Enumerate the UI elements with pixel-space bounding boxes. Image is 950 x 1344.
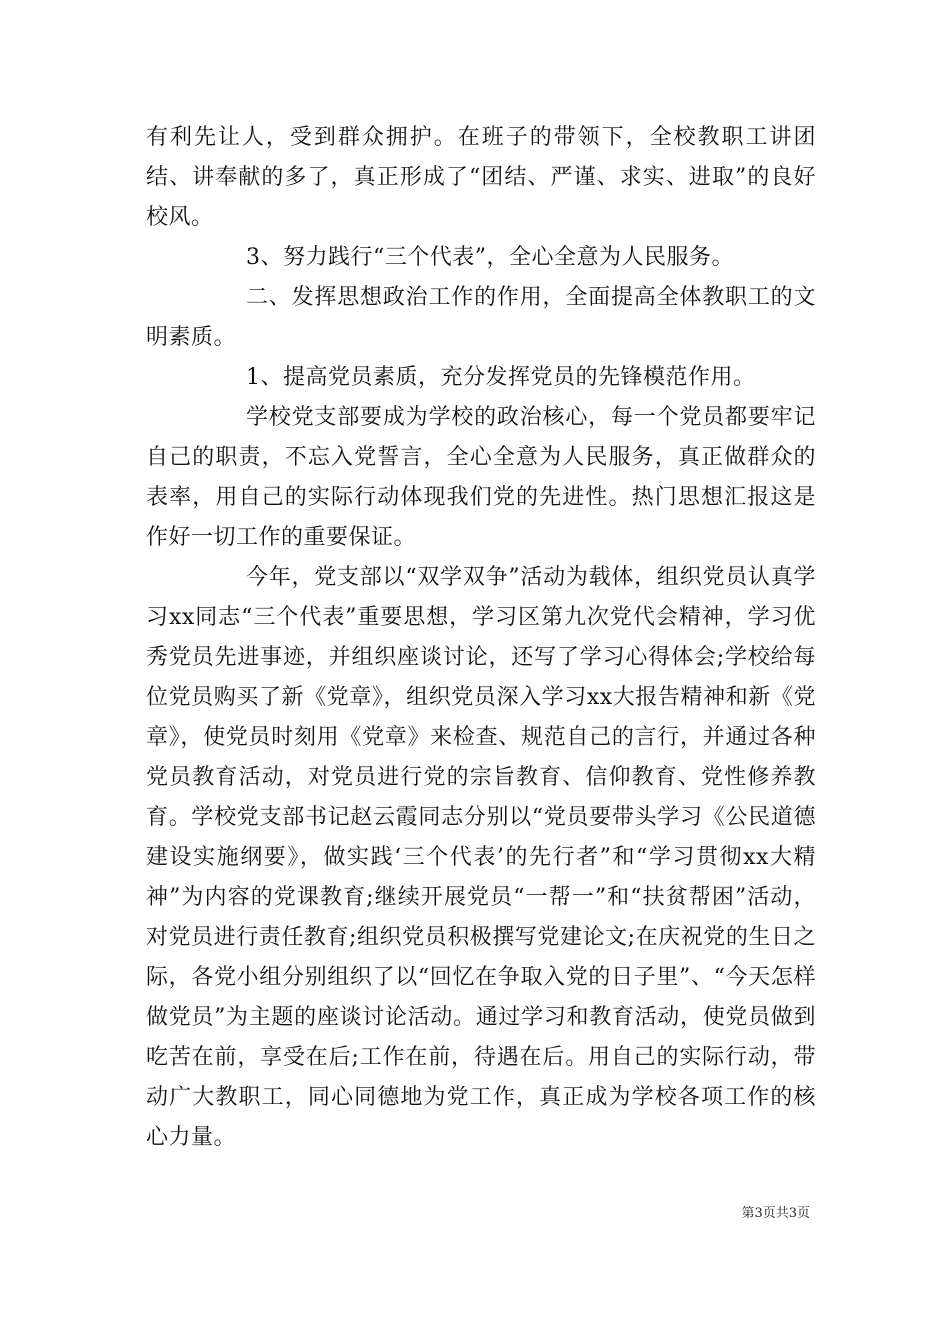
paragraph-section-2-heading: 二、发挥思想政治工作的作用，全面提高全体教职工的文明素质。 <box>146 285 816 350</box>
paragraph-heading-3: 3、努力践行“三个代表”，全心全意为人民服务。 <box>246 245 734 270</box>
document-body <box>146 118 816 1158</box>
paragraph-body-party-branch: 学校党支部要成为学校的政治核心，每一个党员都要牢记自己的职责，不忘入党誓言，全心全意为人民服务，真正做群众的表率，用自己的实际行动体现我们党的先进性。热门思想汇报这是作好一切工作的重要保证。 <box>146 405 816 550</box>
paragraph-body-this-year: 今年，党支部以“双学双争”活动为载体，组织党员认真学习xx同志“三个代表”重要思想，学习区第九次党代会精神，学习优秀党员先进事迹，并组织座谈讨论，还写了学习心得体会;学校给每位党员购买了新《党章》，组织党员深入学习xx大报告精神和新《党章》，使党员时刻用《党章》来检查、规范自己的言行，并通过各种党员教育活动，对党员进行党的宗旨教育、信仰教育、党性修养教育。学校党支部书记赵云霞同志分别以“党员要带头学习《公民道德建设实施纲要》，做实践‘三个代表’的先行者”和“学习贯彻xx大精神”为内容的党课教育;继续开展党员“一帮一”和“扶贫帮困”活动，对党员进行责任教育;组织党员积极撰写党建论文;在庆祝党的生日之际，各党小组分别组织了以“回忆在争取入党的日子里”、“今天怎样做党员”为主题的座谈讨论活动。通过学习和教育活动，使党员做到吃苦在前，享受在后;工作在前，待遇在后。用自己的实际行动，带动广大教职工，同心同德地为党工作，真正成为学校各项工作的核心力量。 <box>146 565 816 1150</box>
paragraph-subheading-1: 1、提高党员素质，充分发挥党员的先锋模范作用。 <box>246 365 756 390</box>
page-number-footer: 第3页共3页 <box>741 1206 810 1221</box>
paragraph-continuation: 有利先让人，受到群众拥护。在班子的带领下，全校教职工讲团结、讲奉献的多了，真正形成了“团结、严谨、求实、进取”的良好校风。 <box>146 125 816 230</box>
